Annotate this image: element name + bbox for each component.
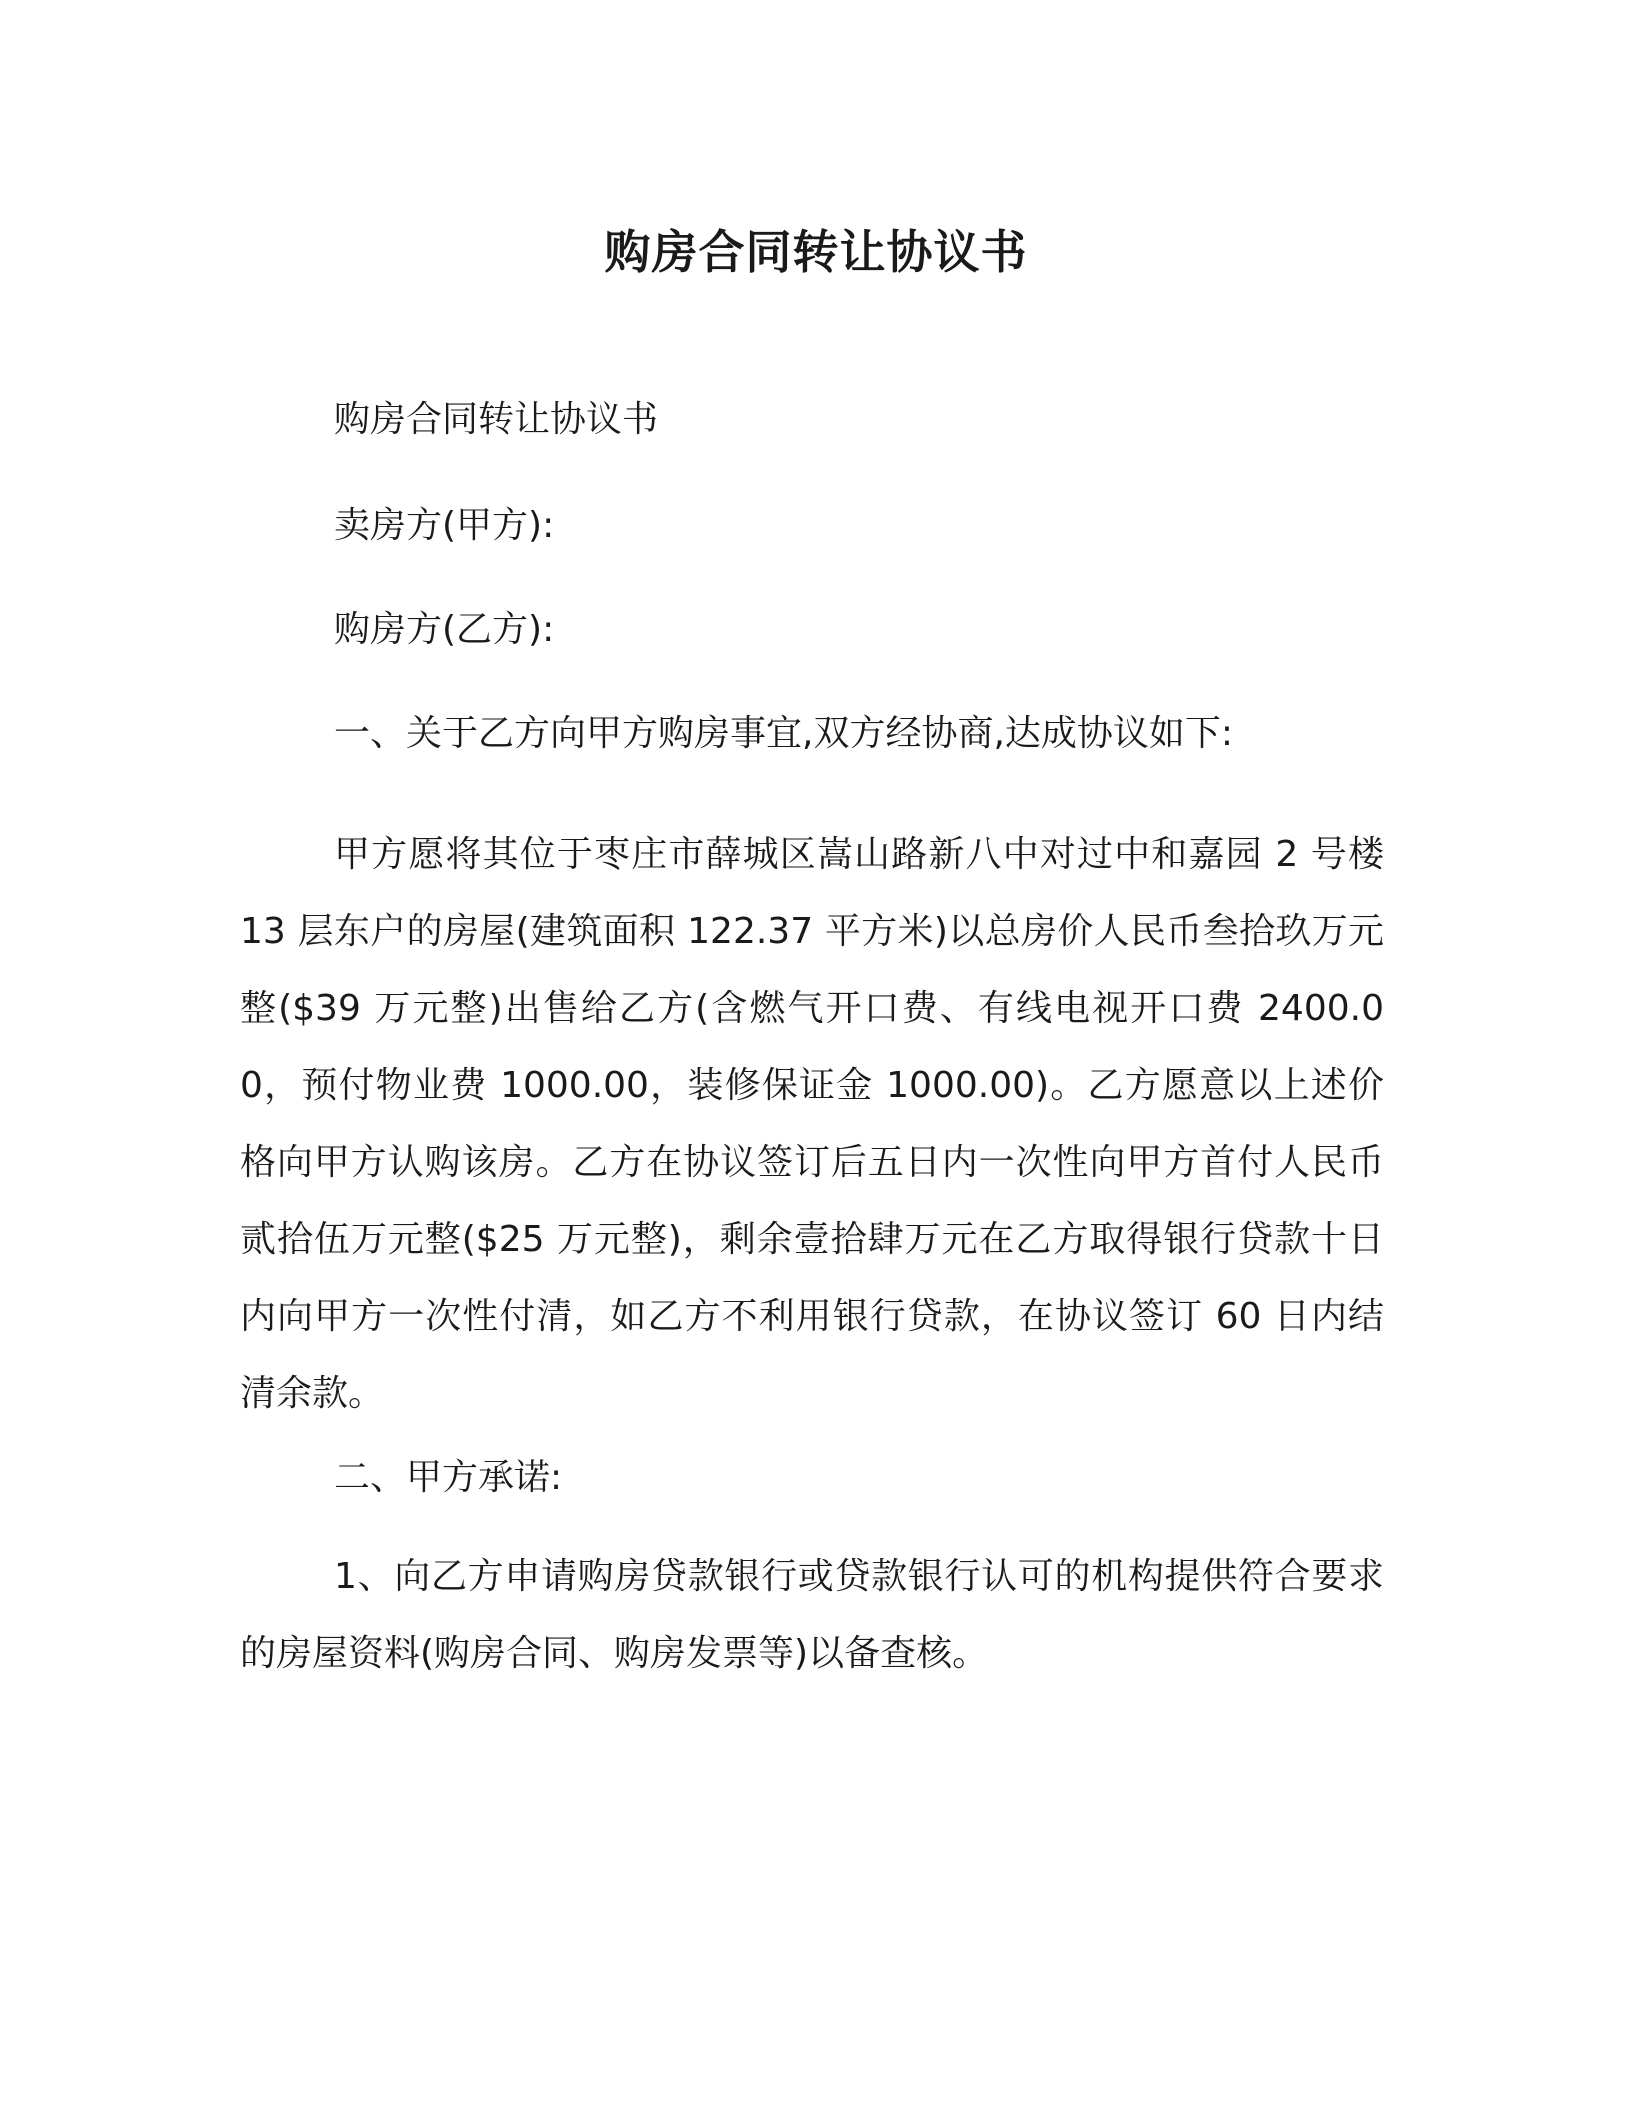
document-title: 购房合同转让协议书 — [604, 225, 1028, 279]
section-2-item-1: 1、向乙方申请购房贷款银行或贷款银行认可的机构提供符合要求的房屋资料(购房合同、购房发票等)以备查核。 — [240, 1556, 1384, 1674]
section-1-heading: 一、关于乙方向甲方购房事宜,双方经协商,达成协议如下: — [334, 713, 1234, 754]
section-2-heading: 二、甲方承诺: — [334, 1457, 563, 1498]
section-1-body: 甲方愿将其位于枣庄市薛城区嵩山路新八中对过中和嘉园 2 号楼 13 层东户的房屋(建筑面积 122.37 平方米)以总房价人民币叁拾玖万元整($39 万元整)出售给乙方(含燃气开口费、有线电视开口费 2400.00，预付物业费 1000.00，装修保证金 1000.00)。乙方愿意以上述价格向甲方认购该房。乙方在协议签订后五日内一次性向甲方首付人民币贰拾伍万元整($25 万元整)，剩余壹拾肆万元在乙方取得银行贷款十日内向甲方一次性付清，如乙方不利用银行贷款，在协议签订 60 日内结清余款。 — [240, 834, 1384, 1414]
seller-label: 卖房方(甲方): — [334, 505, 555, 546]
buyer-label: 购房方(乙方): — [334, 609, 555, 650]
document-subtitle: 购房合同转让协议书 — [334, 399, 659, 440]
